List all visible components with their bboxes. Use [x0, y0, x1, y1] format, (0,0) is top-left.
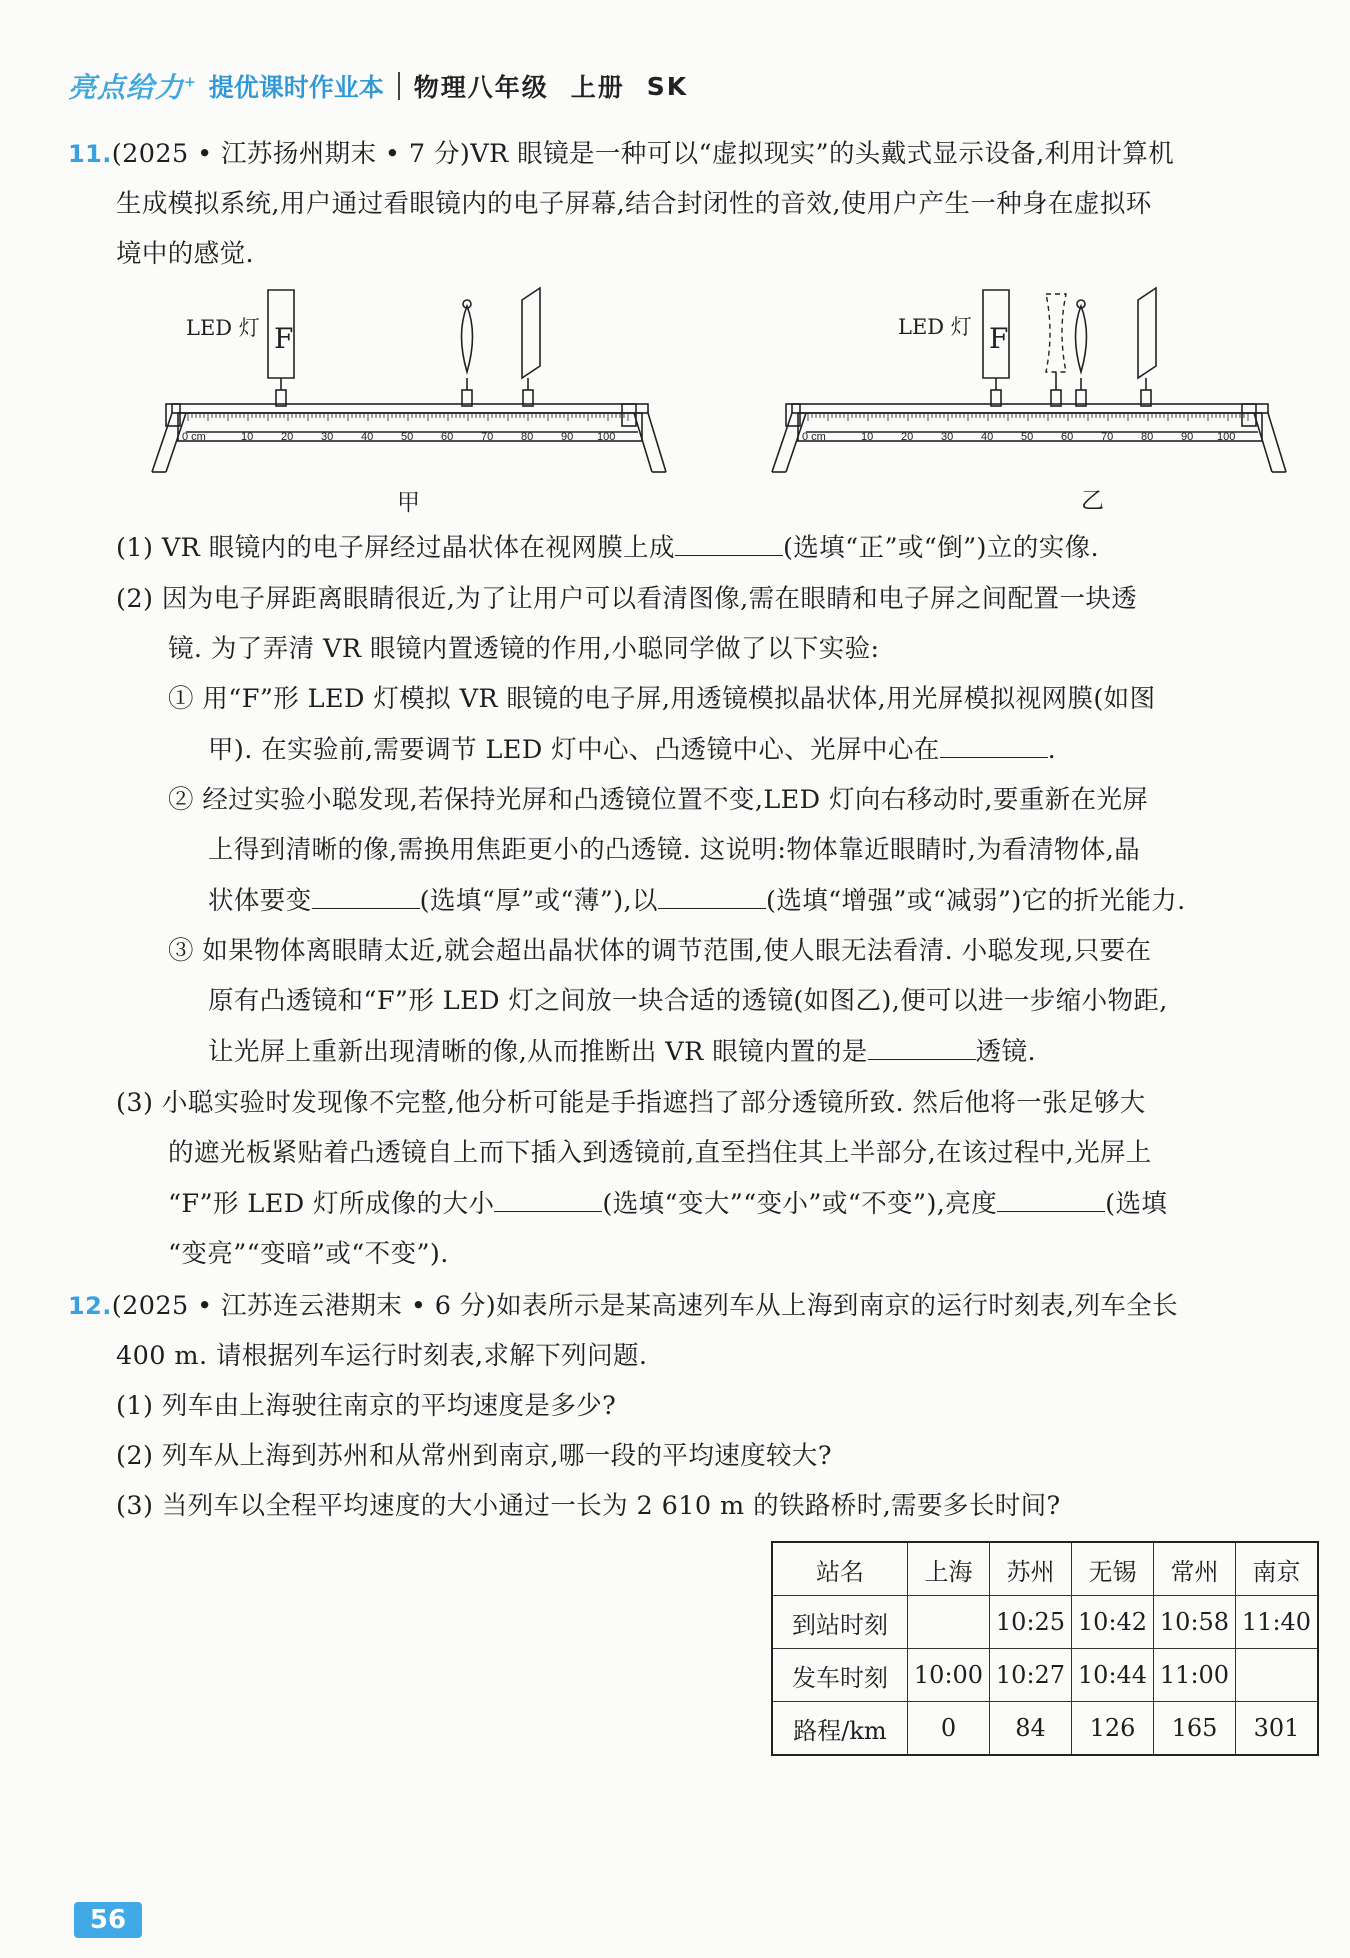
q12-part-3: (3) 当列车以全程平均速度的大小通过一长为 2 610 m 的铁路桥时,需要多长时间?	[116, 1491, 1061, 1521]
q11-part-3-line-3: “F”形 LED 灯所成像的大小 (选填“变大”“变小”或“不变”),亮度 (选填	[168, 1189, 1168, 1219]
q11-part-2-line-1: (2) 因为电子屏距离眼睛很近,为了让用户可以看清图像,需在眼睛和电子屏之间配置一块透	[116, 584, 1138, 614]
figure-a-led-label: LED 灯	[186, 316, 260, 340]
svg-text:70: 70	[1101, 431, 1114, 443]
svg-text:30: 30	[941, 431, 954, 443]
answer-blank[interactable]	[868, 1035, 976, 1060]
q11-part-3-line-1: (3) 小聪实验时发现像不完整,他分析可能是手指遮挡了部分透镜所致. 然后他将一张足够大	[116, 1088, 1146, 1118]
svg-text:20: 20	[281, 431, 294, 443]
svg-text:0 cm: 0 cm	[182, 431, 206, 443]
figure-b-dashed-lens	[1046, 294, 1066, 372]
table-row: 到站时刻 10:25 10:42 10:58 11:40	[772, 1596, 1318, 1649]
figure-b-scale-ticks	[808, 413, 1248, 421]
series-title: 提优课时作业本	[208, 73, 384, 102]
table-row: 路程/km 0 84 126 165 301	[772, 1702, 1318, 1756]
svg-text:70: 70	[481, 431, 494, 443]
figure-b-caption: 乙	[1081, 488, 1104, 514]
q11-step-1-line-1: ① 用“F”形 LED 灯模拟 VR 眼镜的电子屏,用透镜模拟晶状体,用光屏模拟视网膜(如图	[168, 684, 1156, 714]
table-row: 发车时刻 10:00 10:27 10:44 11:00	[772, 1649, 1318, 1702]
svg-text:80: 80	[1141, 431, 1154, 443]
svg-text:100: 100	[597, 431, 616, 443]
q11-step-2-line-3: 状体要变 (选填“厚”或“薄”),以 (选填“增强”或“减弱”)它的折光能力.	[208, 886, 1186, 916]
q11-part-1: (1) VR 眼镜内的电子屏经过晶状体在视网膜上成 (选填“正”或“倒”)立的实像.	[116, 533, 1100, 563]
q12-line-2: 400 m. 请根据列车运行时刻表,求解下列问题.	[116, 1341, 648, 1371]
svg-text:40: 40	[981, 431, 994, 443]
q12-part-1: (1) 列车由上海驶往南京的平均速度是多少?	[116, 1391, 617, 1421]
q11-step-3-line-3: 让光屏上重新出现清晰的像,从而推断出 VR 眼镜内置的是 透镜.	[208, 1037, 1036, 1067]
q11-number: 11.	[68, 140, 112, 168]
svg-text:90: 90	[1181, 431, 1194, 443]
q11-step-3-line-1: ③ 如果物体离眼睛太近,就会超出晶状体的调节范围,使人眼无法看清. 小聪发现,只要在	[168, 936, 1152, 966]
svg-text:60: 60	[441, 431, 454, 443]
q11-line-1: 11.(2025 • 江苏扬州期末 • 7 分)VR 眼镜是一种可以“虚拟现实”的头戴式显示设备,利用计算机	[68, 139, 1175, 169]
svg-text:0 cm: 0 cm	[802, 431, 826, 443]
q11-step-2-line-2: 上得到清晰的像,需换用焦距更小的凸透镜. 这说明:物体靠近眼睛时,为看清物体,晶	[208, 835, 1141, 865]
figure-a-caption: 甲	[397, 490, 420, 516]
svg-text:10: 10	[861, 431, 874, 443]
svg-text:50: 50	[401, 431, 414, 443]
svg-text:20: 20	[901, 431, 914, 443]
q12-line-1: 12.(2025 • 江苏连云港期末 • 6 分)如表所示是某高速列车从上海到南京的运行时刻表,列车全长	[68, 1291, 1179, 1321]
answer-blank[interactable]	[494, 1187, 602, 1212]
q11-line-3: 境中的感觉.	[116, 239, 255, 269]
svg-text:50: 50	[1021, 431, 1034, 443]
answer-blank[interactable]	[312, 884, 420, 909]
page-header	[68, 66, 688, 106]
svg-text:80: 80	[521, 431, 534, 443]
q11-part-3-line-4: “变亮”“变暗”或“不变”).	[168, 1239, 449, 1269]
train-timetable	[771, 1541, 1319, 1756]
answer-blank[interactable]	[997, 1187, 1105, 1212]
brand-logo: 亮点给力+	[68, 71, 197, 104]
q12-number: 12.	[68, 1292, 112, 1320]
subject-title: 物理八年级	[413, 73, 549, 102]
svg-text:100: 100	[1217, 431, 1236, 443]
q11-step-1-line-2: 甲). 在实验前,需要调节 LED 灯中心、凸透镜中心、光屏中心在 .	[208, 735, 1057, 765]
answer-blank[interactable]	[675, 531, 783, 556]
page-number: 56	[74, 1902, 142, 1938]
svg-text:10: 10	[241, 431, 254, 443]
header-divider	[398, 72, 400, 100]
svg-text:30: 30	[321, 431, 334, 443]
q11-line-2: 生成模拟系统,用户通过看眼镜内的电子屏幕,结合封闭性的音效,使用户产生一种身在虚拟环	[116, 189, 1152, 219]
q11-step-3-line-2: 原有凸透镜和“F”形 LED 灯之间放一块合适的透镜(如图乙),便可以进一步缩小物距,	[208, 986, 1168, 1016]
answer-blank[interactable]	[940, 733, 1048, 758]
figure-a-scale-ticks	[188, 413, 628, 421]
svg-text:90: 90	[561, 431, 574, 443]
q11-part-3-line-2: 的遮光板紧贴着凸透镜自上而下插入到透镜前,直至挡住其上半部分,在该过程中,光屏上	[168, 1138, 1152, 1168]
edition-label: SK	[646, 71, 689, 101]
answer-blank[interactable]	[658, 884, 766, 909]
q11-step-2-line-1: ② 经过实验小聪发现,若保持光屏和凸透镜位置不变,LED 灯向右移动时,要重新在光屏	[168, 785, 1149, 815]
figure-b-optical-bench	[770, 282, 1290, 487]
table-header-row: 站名 上海 苏州 无锡 常州 南京	[772, 1542, 1318, 1596]
volume-label: 上册	[570, 73, 625, 102]
figure-b-f-letter: F	[989, 322, 1009, 355]
q11-part-2-line-2: 镜. 为了弄清 VR 眼镜内置透镜的作用,小聪同学做了以下实验:	[168, 634, 880, 664]
figure-a-f-letter: F	[274, 322, 294, 355]
q12-part-2: (2) 列车从上海到苏州和从常州到南京,哪一段的平均速度较大?	[116, 1441, 832, 1471]
svg-text:60: 60	[1061, 431, 1074, 443]
figure-b-led-label: LED 灯	[898, 315, 972, 339]
svg-text:40: 40	[361, 431, 374, 443]
